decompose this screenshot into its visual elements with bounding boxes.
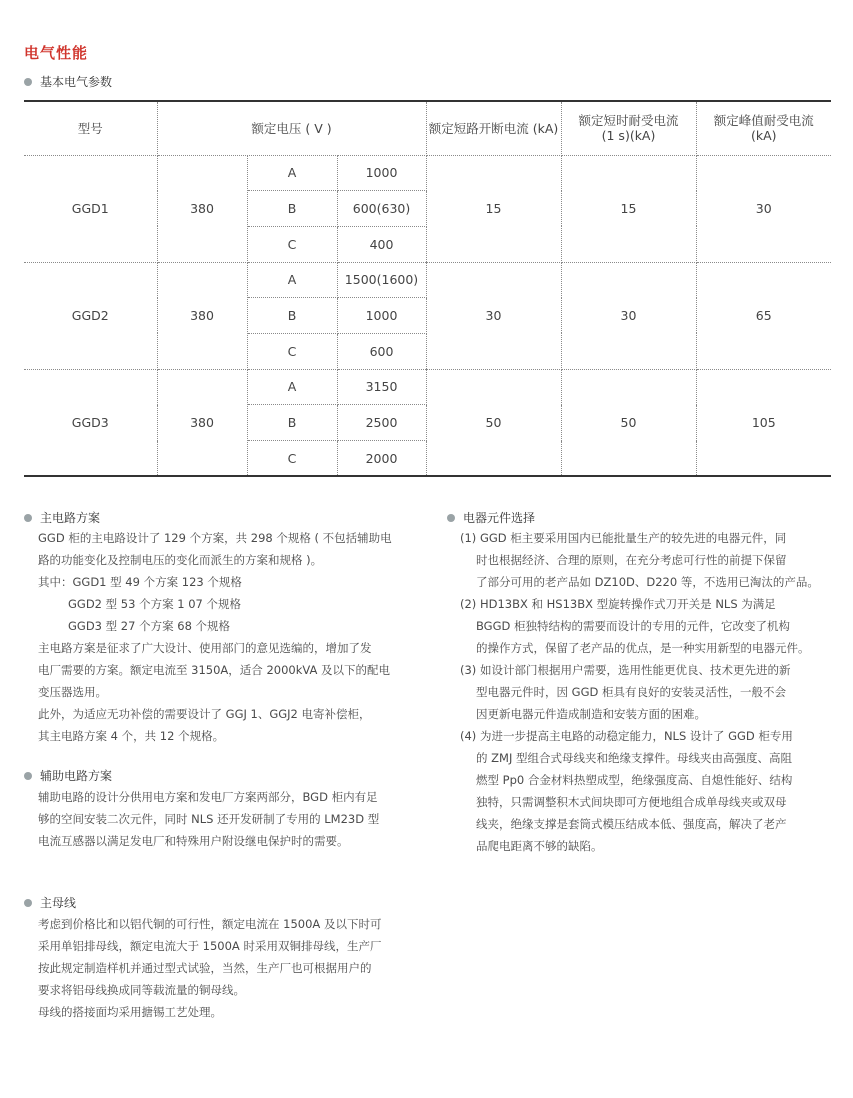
list-item-continuation: 了部分可用的老产品如 DZ10D、D220 等，不选用已淘汰的产品。 [476,575,819,589]
peak-cell: 65 [696,262,831,369]
header-short-time-current [561,101,696,155]
grade-cell: C [247,333,337,369]
list-item-continuation: 因更新电器元件造成制造和安装方面的困难。 [476,707,706,721]
paragraph-line: 要求将铝母线换成同等载流量的铜母线。 [38,983,245,997]
busbar-body [38,913,381,1023]
header-peak-line2: (kA) [750,128,777,144]
current-cell: 600 [337,333,426,369]
paragraph-line: 考虑到价格比和以铝代铜的可行性，额定电流在 1500A 及以下时可 [38,917,382,931]
components-heading [447,509,535,526]
paragraph-line: 主电路方案是征求了广大设计、使用部门的意见选编的，增加了发 [38,641,372,655]
short-time-cell: 15 [561,155,696,262]
basic-params-heading [24,73,112,90]
header-peak-current [696,101,831,155]
list-item-continuation: 独特，只需调整积木式间块即可方便地组合成单母线夹或双母 [476,795,787,809]
voltage-cell: 380 [157,155,247,262]
current-cell: 3150 [337,369,426,405]
grade-cell: C [247,441,337,477]
list-item: (3) 如设计部门根据用户需要，选用性能更优良、技术更先进的新 [460,663,791,677]
paragraph-line: 路的功能变化及控制电压的变化而派生的方案和规格 )。 [38,553,323,567]
main-circuit-body [38,527,392,747]
breaking-cell: 30 [426,262,561,369]
list-item: (4) 为进一步提高主电路的动稳定能力，NLS 设计了 GGD 柜专用 [460,729,793,743]
current-cell: 1500(1600) [337,262,426,298]
short-time-cell: 30 [561,262,696,369]
table-row [24,262,831,298]
paragraph-line: GGD3 型 27 个方案 68 个规格 [68,619,231,633]
grade-cell: B [247,298,337,334]
model-cell: GGD3 [24,369,157,476]
grade-cell: B [247,191,337,227]
header-rated-voltage: 额定电压 ( V ) [157,101,426,155]
bullet-dot-icon [447,514,455,522]
list-item-continuation: 时也根据经济、合理的原则，在充分考虑可行性的前提下保留 [476,553,787,567]
voltage-cell: 380 [157,369,247,476]
paragraph-line: 电厂需要的方案。额定电流至 3150A，适合 2000kVA 及以下的配电 [38,663,391,677]
list-item-continuation: 的操作方式，保留了老产品的优点，是一种实用新型的电器元件。 [476,641,810,655]
bullet-dot-icon [24,514,32,522]
peak-cell: 105 [696,369,831,476]
paragraph-line: 按此规定制造样机并通过型式试验，当然，生产厂也可根据用户的 [38,961,372,975]
model-cell: GGD2 [24,262,157,369]
aux-circuit-heading-text: 辅助电路方案 [40,769,113,783]
list-item: (1) GGD 柜主要采用国内已能批量生产的较先进的电器元件，同 [460,531,787,545]
current-cell: 1000 [337,298,426,334]
main-circuit-heading-text: 主电路方案 [40,511,101,525]
list-item-continuation: 的 ZMJ 型组合式母线夹和绝缘支撑件。母线夹由高强度、高阻 [476,751,792,765]
current-cell: 400 [337,226,426,262]
grade-cell: A [247,369,337,405]
header-breaking-current: 额定短路开断电流 (kA) [426,101,561,155]
electrical-params-table [24,100,831,477]
paragraph-line: GGD 柜的主电路设计了 129 个方案，共 298 个规格 ( 不包括辅助电 [38,531,392,545]
list-item-continuation: 品爬电距离不够的缺陷。 [476,839,603,853]
basic-params-heading-text: 基本电气参数 [40,75,113,89]
table-row [24,155,831,191]
header-short-time-line1: 额定短时耐受电流 [578,113,679,129]
paragraph-line: GGD2 型 53 个方案 1 07 个规格 [68,597,242,611]
paragraph-line: 母线的搭接面均采用搪锡工艺处理。 [38,1005,222,1019]
list-item-continuation: 型电器元件时，因 GGD 柜具有良好的安装灵活性，一般不会 [476,685,786,699]
aux-circuit-heading [24,767,112,784]
components-body [460,527,819,857]
paragraph-line: 此外，为适应无功补偿的需要设计了 GGJ 1、GGJ2 电寄补偿柜， [38,707,371,721]
bullet-dot-icon [24,899,32,907]
current-cell: 1000 [337,155,426,191]
grade-cell: A [247,155,337,191]
busbar-heading [24,894,76,911]
aux-circuit-body [38,786,379,852]
header-model: 型号 [24,101,157,155]
page-title: 电气性能 [24,44,89,62]
model-cell: GGD1 [24,155,157,262]
breaking-cell: 15 [426,155,561,262]
grade-cell: C [247,226,337,262]
main-circuit-heading [24,509,100,526]
short-time-cell: 50 [561,369,696,476]
header-short-time-line2: (1 s)(kA) [601,128,656,144]
bullet-dot-icon [24,78,32,86]
peak-cell: 30 [696,155,831,262]
components-heading-text: 电器元件选择 [463,511,536,525]
paragraph-line: 变压器选用。 [38,685,107,699]
list-item-continuation: BGGD 柜独特结构的需要而设计的专用的元件，它改变了机构 [476,619,791,633]
paragraph-line: 辅助电路的设计分供用电方案和发电厂方案两部分，BGD 柜内有足 [38,790,378,804]
list-item: (2) HD13BX 和 HS13BX 型旋转操作式刀开关是 NLS 为满足 [460,597,776,611]
paragraph-line: 采用单铝排母线，额定电流大于 1500A 时采用双铜排母线，生产厂 [38,939,382,953]
breaking-cell: 50 [426,369,561,476]
list-item-continuation: 线夹，绝缘支撑是套筒式模压结成本低、强度高，解决了老产 [476,817,787,831]
paragraph-line: 其中：GGD1 型 49 个方案 123 个规格 [38,575,242,589]
bullet-dot-icon [24,772,32,780]
current-cell: 2500 [337,405,426,441]
table-row [24,369,831,405]
paragraph-line: 电流互感器以满足发电厂和特殊用户附设继电保护时的需要。 [38,834,349,848]
busbar-heading-text: 主母线 [40,896,77,910]
grade-cell: B [247,405,337,441]
paragraph-line: 其主电路方案 4 个，共 12 个规格。 [38,729,225,743]
paragraph-line: 够的空间安装二次元件，同时 NLS 还开发研制了专用的 LM23D 型 [38,812,380,826]
voltage-cell: 380 [157,262,247,369]
header-peak-line1: 额定峰值耐受电流 [713,113,814,129]
current-cell: 2000 [337,441,426,477]
list-item-continuation: 燃型 Pp0 合金材料热塑成型，绝缘强度高、自熄性能好、结构 [476,773,793,787]
current-cell: 600(630) [337,191,426,227]
grade-cell: A [247,262,337,298]
